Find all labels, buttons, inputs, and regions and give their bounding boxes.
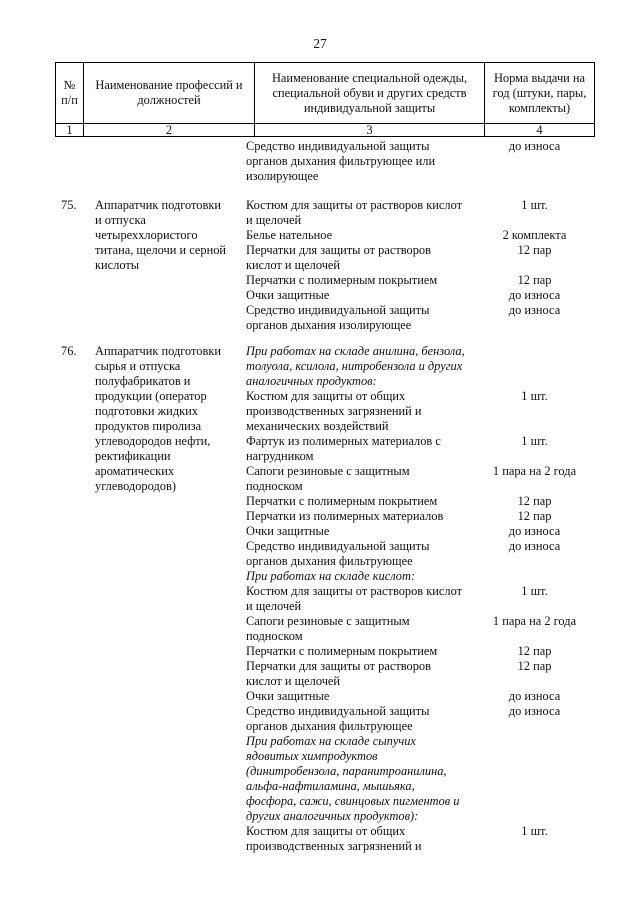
issue-norm: 1 шт. xyxy=(521,389,548,403)
item-name: Перчатки с полимерным покрытием xyxy=(246,494,438,508)
item-name: Очки защитные xyxy=(246,689,330,703)
issue-norm: до износа xyxy=(508,539,561,553)
section-note: альфа-нафтиламина, мышьяка, xyxy=(246,779,415,793)
section-note: фосфора, сажи, свинцовых пигментов и xyxy=(246,794,460,808)
issue-norm: 1 шт. xyxy=(521,584,548,598)
issue-norm: 12 пар xyxy=(517,659,552,673)
issue-norm: 12 пар xyxy=(517,644,552,658)
section-note: других аналогичных продуктов): xyxy=(246,809,419,823)
issue-norm: 12 пар xyxy=(517,273,552,287)
section-note: толуола, ксилола, нитробензола и других xyxy=(246,359,463,373)
item-name: органов дыхания фильтрующее xyxy=(246,719,413,733)
profession-name: ректификации xyxy=(95,449,171,463)
item-name: Средство индивидуальной защиты xyxy=(246,704,430,718)
item-name: изолирующее xyxy=(246,169,319,183)
item-name: механических воздействий xyxy=(246,419,389,433)
profession-name: кислоты xyxy=(95,258,140,272)
item-name: подноском xyxy=(246,629,303,643)
header-col-equipment: Наименование специальной одежды, специальной обуви и других средств индивидуальной защиты xyxy=(255,63,485,124)
table-header xyxy=(55,62,595,137)
profession-name: полуфабрикатов и xyxy=(95,374,191,388)
item-name: Перчатки для защиты от растворов xyxy=(246,243,431,257)
profession-name: подготовки жидких xyxy=(95,404,198,418)
item-name: Перчатки с полимерным покрытием xyxy=(246,273,438,287)
issue-norm: до износа xyxy=(508,139,561,153)
item-name: Перчатки для защиты от растворов xyxy=(246,659,431,673)
section-note: аналогичных продуктов: xyxy=(246,374,377,388)
profession-name: титана, щелочи и серной xyxy=(95,243,227,257)
item-name: нагрудником xyxy=(246,449,314,463)
issue-norm: 12 пар xyxy=(517,243,552,257)
item-name: и щелочей xyxy=(246,213,302,227)
issue-norm: 1 пара на 2 года xyxy=(492,464,577,478)
profession-name: Аппаратчик подготовки xyxy=(95,344,222,358)
section-note: ядовитых химпродуктов xyxy=(246,749,378,763)
item-name: Костюм для защиты от общих xyxy=(246,824,406,838)
profession-name: углеводородов нефти, xyxy=(95,434,211,448)
profession-name: продуктов пиролиза xyxy=(95,419,202,433)
item-name: Очки защитные xyxy=(246,524,330,538)
item-name: Средство индивидуальной защиты xyxy=(246,303,430,317)
item-name: Фартук из полимерных материалов с xyxy=(246,434,441,448)
issue-norm: до износа xyxy=(508,689,561,703)
item-name: кислот и щелочей xyxy=(246,674,341,688)
issue-norm: до износа xyxy=(508,303,561,317)
item-name: органов дыхания фильтрующее или xyxy=(246,154,436,168)
item-name: Средство индивидуальной защиты xyxy=(246,139,430,153)
issue-norm: до износа xyxy=(508,704,561,718)
item-name: Костюм для защиты от растворов кислот xyxy=(246,198,463,212)
item-name: Костюм для защиты от общих xyxy=(246,389,406,403)
section-note: (динитробензола, паранитроанилина, xyxy=(246,764,447,778)
header-index-2: 2 xyxy=(84,124,255,137)
header-index-4: 4 xyxy=(485,124,595,137)
item-name: производственных загрязнений и xyxy=(246,404,422,418)
item-name: органов дыхания изолирующее xyxy=(246,318,412,332)
section-note: При работах на складе кислот: xyxy=(246,569,416,583)
header-col-number: № п/п xyxy=(56,63,84,124)
profession-name: четыреххлористого xyxy=(95,228,198,242)
issue-norm: 2 комплекта xyxy=(502,228,567,242)
item-name: Сапоги резиновые с защитным xyxy=(246,464,410,478)
issue-norm: до износа xyxy=(508,524,561,538)
profession-name: Аппаратчик подготовки xyxy=(95,198,222,212)
issue-norm: 1 пара на 2 года xyxy=(492,614,577,628)
issue-norm: 12 пар xyxy=(517,494,552,508)
item-name: Очки защитные xyxy=(246,288,330,302)
item-name: подноском xyxy=(246,479,303,493)
issue-norm: до износа xyxy=(508,288,561,302)
issue-norm: 1 шт. xyxy=(521,824,548,838)
section-note: При работах на складе сыпучих xyxy=(246,734,416,748)
header-col-profession: Наименование профессий и должностей xyxy=(84,63,255,124)
item-name: Сапоги резиновые с защитным xyxy=(246,614,410,628)
item-name: органов дыхания фильтрующее xyxy=(246,554,413,568)
item-name: Костюм для защиты от растворов кислот xyxy=(246,584,463,598)
issue-norm: 12 пар xyxy=(517,509,552,523)
issue-norm: 1 шт. xyxy=(521,434,548,448)
item-name: кислот и щелочей xyxy=(246,258,341,272)
profession-name: углеводородов) xyxy=(95,479,176,493)
row-number: 75. xyxy=(61,198,77,212)
header-index-3: 3 xyxy=(255,124,485,137)
header-col-norm: Норма выдачи на год (штуки, пары, комплекты) xyxy=(485,63,595,124)
item-name: Перчатки с полимерным покрытием xyxy=(246,644,438,658)
section-note: При работах на складе анилина, бензола, xyxy=(246,344,465,358)
row-number: 76. xyxy=(61,344,77,358)
page-number: 27 xyxy=(313,36,327,51)
item-name: Перчатки из полимерных материалов xyxy=(246,509,444,523)
issue-norm: 1 шт. xyxy=(521,198,548,212)
profession-name: и отпуска xyxy=(95,213,146,227)
item-name: Белье нательное xyxy=(246,228,333,242)
profession-name: продукции (оператор xyxy=(95,389,207,403)
profession-name: сырья и отпуска xyxy=(95,359,181,373)
item-name: производственных загрязнений и xyxy=(246,839,422,853)
profession-name: ароматических xyxy=(95,464,175,478)
item-name: и щелочей xyxy=(246,599,302,613)
item-name: Средство индивидуальной защиты xyxy=(246,539,430,553)
header-index-1: 1 xyxy=(56,124,84,137)
